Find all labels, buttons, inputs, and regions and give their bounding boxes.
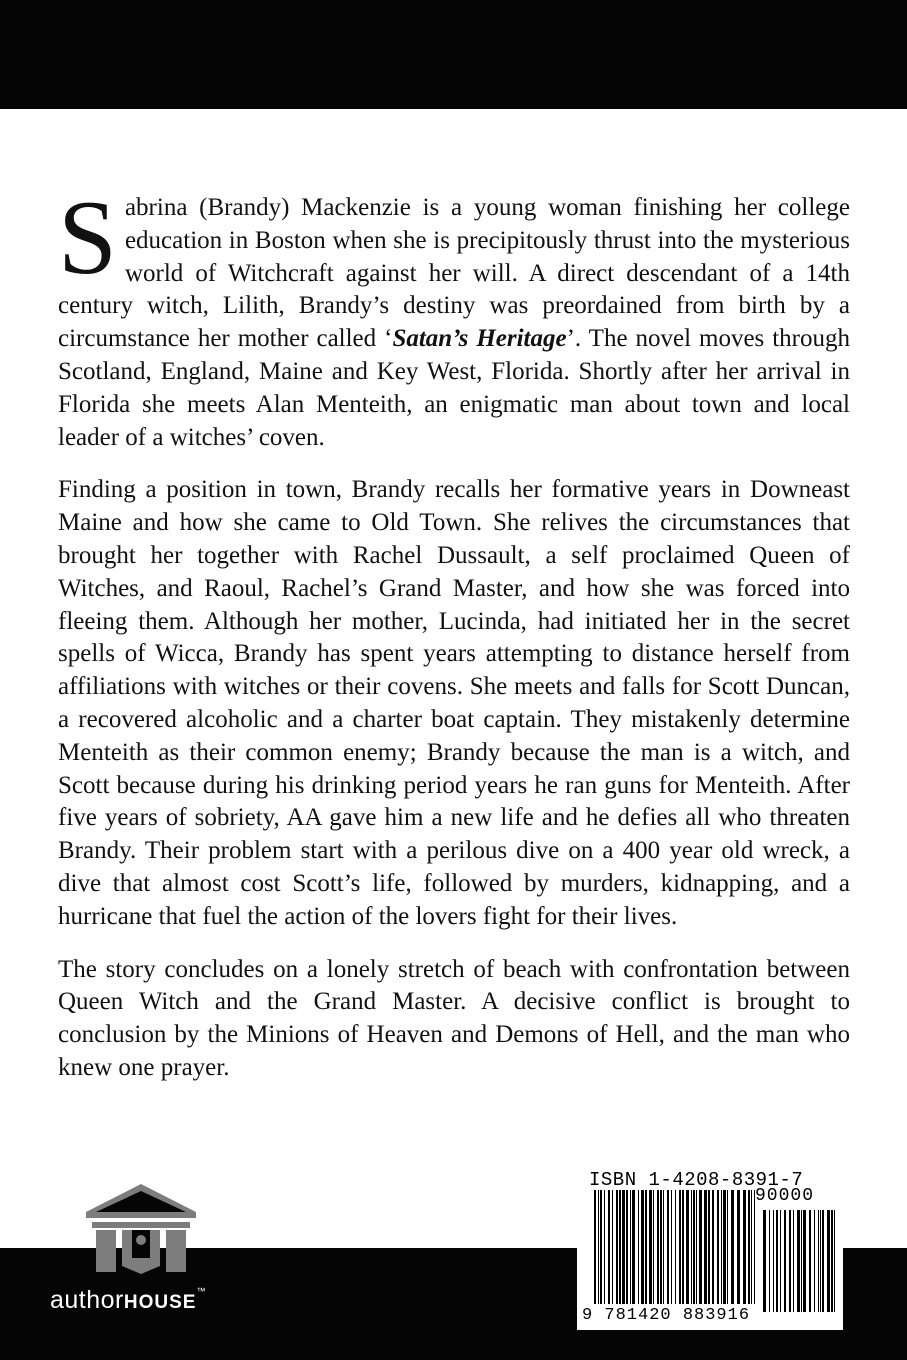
top-black-band [0,0,907,109]
blurb-paragraph-1-tail: ’. The novel moves through Scotland, England, Maine and Key West, Florida. Shortly after her arrival in Florida she meets Alan Menteith, an enigmatic man about town and local leader of a witches’ coven. [58,325,850,451]
publisher-logo [50,1182,260,1312]
trademark: ™ [196,1286,206,1296]
house-book-icon [82,1182,200,1274]
drop-cap: S [58,179,117,296]
blurb-paragraph-3: The story concludes on a lonely stretch of beach with confrontation between Queen Witch and the Grand Master. A decisive conflict is brought to conclusion by the Minions of Heaven and Demons of Hell, and the man who knew one prayer. [58,955,850,1081]
publisher-name [50,1286,206,1315]
ean-digits: 9 781420 883916 [582,1306,751,1325]
blurb-paragraph-1-text: abrina (Brandy) Mackenzie is a young woman finishing her college education in Boston when she is precipitously thrust into the mysterious world of Witchcraft against her will. A direct descendant of a 14th century witch, Lilith, Brandy’s destiny was preordained from birth by a circumstance her mother called ‘ [58,194,850,353]
blurb-paragraph-2: Finding a position in town, Brandy recalls her formative years in Downeast Maine and how she came to Old Town. She relives the circumstances that brought her together with Rachel Dussault, a self proclaimed Queen of Witches, and Raoul, Rachel’s Grand Master, and how she was forced into fleeing them. Although her mother, Lucinda, had initiated her in the secret spells of Wicca, Brandy has spent years attempting to distance herself from affiliations with witches or their covens. She meets and falls for Scott Duncan, a recovered alcoholic and a charter boat captain. They mistakenly determine Menteith as their common enemy; Brandy because the man is a witch, and Scott because during his drinking period years he ran guns for Menteith. After five years of sobriety, AA gave him a new life and he defies all who threaten Brandy. Their problem start with a perilous dive on a 400 year old wreck, a dive that almost cost Scott’s life, followed by murders, kidnapping, and a hurricane that fuel the action of the lovers fight for their lives. [58,476,850,930]
book-title-reference: Satan’s Heritage [392,325,567,353]
price-code: 90000 [755,1186,815,1206]
publisher-name-part2: HOUSE [123,1292,197,1313]
blurb-paragraph-1 [58,179,850,454]
back-cover-blurb [58,179,850,1105]
publisher-name-part1: author [50,1286,124,1314]
isbn-label: ISBN 1-4208-8391-7 [589,1169,804,1191]
barcode-block [577,1166,843,1330]
